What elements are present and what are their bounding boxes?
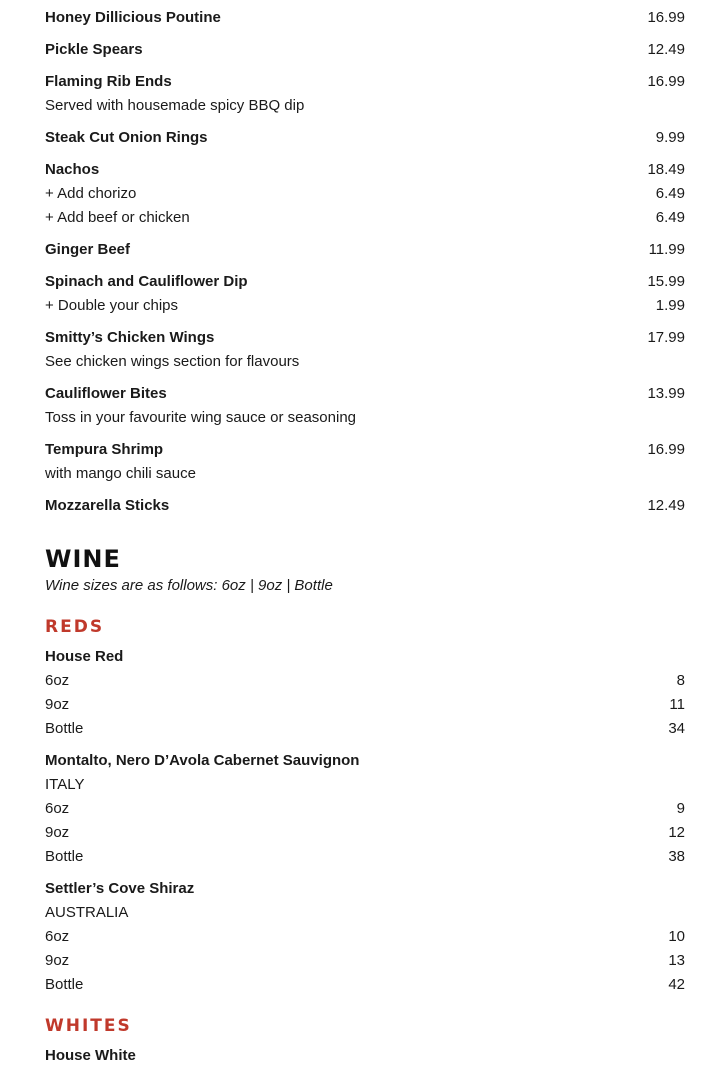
menu-item [45,494,685,518]
menu-item-header [45,70,685,94]
wine-sections [45,614,685,1068]
menu-item [45,158,685,230]
menu-item-header [45,382,685,406]
menu-item-detail [45,294,685,318]
wine-name: Montalto, Nero D’Avola Cabernet Sauvignon [45,752,360,769]
wine-size-row [45,973,685,997]
wine-item-header [45,877,685,901]
wine-item-header [45,749,685,773]
menu-item-detail-text: + Add chorizo [45,185,137,202]
menu-item-price: 9.99 [655,129,685,146]
menu-item-detail-text: See chicken wings section for flavours [45,353,300,370]
wine-origin: AUSTRALIA [45,904,129,921]
menu-item-price: 15.99 [647,273,685,290]
menu-item-detail-price: 1.99 [655,297,685,314]
wine-name: Settler’s Cove Shiraz [45,880,195,897]
menu-item-price: 17.99 [647,329,685,346]
menu-item-name: Steak Cut Onion Rings [45,129,208,146]
wine-name: House Red [45,648,124,665]
wine-section-heading: WHITES [45,1016,132,1036]
menu-item-price: 16.99 [647,441,685,458]
menu-item-name: Smitty’s Chicken Wings [45,329,215,346]
wine-price: 42 [668,976,685,993]
wine-item [45,1044,685,1068]
menu-item [45,70,685,118]
wine-size-note: Wine sizes are as follows: 6oz | 9oz | Bottle [45,577,333,594]
menu-item-detail-text: Toss in your favourite wing sauce or seasoning [45,409,357,426]
wine-price: 9 [676,800,685,817]
menu-item-detail [45,94,685,118]
menu-item-header [45,238,685,262]
wine-size: 9oz [45,952,70,969]
menu-item-price: 12.49 [647,497,685,514]
menu-item [45,382,685,430]
wine-item [45,877,685,997]
menu-item-price: 16.99 [647,9,685,26]
menu-item-header [45,158,685,182]
menu-item-detail-text: with mango chili sauce [45,465,196,482]
menu-item [45,126,685,150]
menu-item [45,326,685,374]
menu-item-name: Honey Dillicious Poutine [45,9,221,26]
wine-section-heading: REDS [45,617,105,637]
menu-item-name: Nachos [45,161,100,178]
menu-item-detail-price: 6.49 [655,185,685,202]
wine-size: 9oz [45,824,70,841]
wine-item-header [45,645,685,669]
wine-size-row [45,693,685,717]
appetizer-list [45,6,685,518]
menu-item-header [45,326,685,350]
wine-title: WINE [45,545,121,573]
menu-item-detail [45,182,685,206]
wine-price: 34 [668,720,685,737]
menu-item-name: Pickle Spears [45,41,143,58]
menu-item [45,6,685,30]
wine-size-row [45,949,685,973]
menu-item-detail-price: 6.49 [655,209,685,226]
wine-item-header [45,1044,685,1068]
wine-size: 6oz [45,928,70,945]
menu-item [45,438,685,486]
menu-item-header [45,494,685,518]
menu-item-price: 16.99 [647,73,685,90]
wine-price: 13 [668,952,685,969]
wine-size-row [45,845,685,869]
wine-price: 12 [668,824,685,841]
wine-origin: ITALY [45,776,85,793]
wine-price: 11 [669,696,685,713]
wine-name: House White [45,1047,136,1064]
wine-size: 6oz [45,800,70,817]
menu-item [45,270,685,318]
wine-size-row [45,797,685,821]
menu-item-price: 11.99 [648,241,685,258]
menu-item [45,238,685,262]
menu-item-detail-text: + Add beef or chicken [45,209,190,226]
menu-item-detail [45,350,685,374]
menu-item-name: Tempura Shrimp [45,441,164,458]
menu-item-detail-text: Served with housemade spicy BBQ dip [45,97,305,114]
menu-item-header [45,270,685,294]
menu-item-detail-text: + Double your chips [45,297,178,314]
menu-item-header [45,6,685,30]
wine-price: 38 [668,848,685,865]
menu-item-name: Ginger Beef [45,241,131,258]
menu-item-name: Cauliflower Bites [45,385,167,402]
menu-item-price: 18.49 [647,161,685,178]
menu-item-header [45,126,685,150]
wine-size: Bottle [45,976,84,993]
menu-item-name: Spinach and Cauliflower Dip [45,273,248,290]
wine-size-row [45,717,685,741]
wine-size: Bottle [45,720,84,737]
menu-item-detail [45,406,685,430]
wine-size: Bottle [45,848,84,865]
wine-size-row [45,925,685,949]
wine-size: 6oz [45,672,70,689]
wine-price: 8 [676,672,685,689]
menu-item-header [45,38,685,62]
wine-item [45,749,685,869]
wine-price: 10 [668,928,685,945]
menu-item-detail [45,206,685,230]
menu-item-name: Flaming Rib Ends [45,73,172,90]
menu-item-header [45,438,685,462]
wine-item [45,645,685,741]
menu-item-price: 12.49 [647,41,685,58]
menu [45,6,685,1076]
wine-size-row [45,669,685,693]
menu-item-detail [45,462,685,486]
wine-size: 9oz [45,696,70,713]
menu-item-name: Mozzarella Sticks [45,497,170,514]
wine-size-row [45,821,685,845]
menu-item-price: 13.99 [647,385,685,402]
menu-item [45,38,685,62]
